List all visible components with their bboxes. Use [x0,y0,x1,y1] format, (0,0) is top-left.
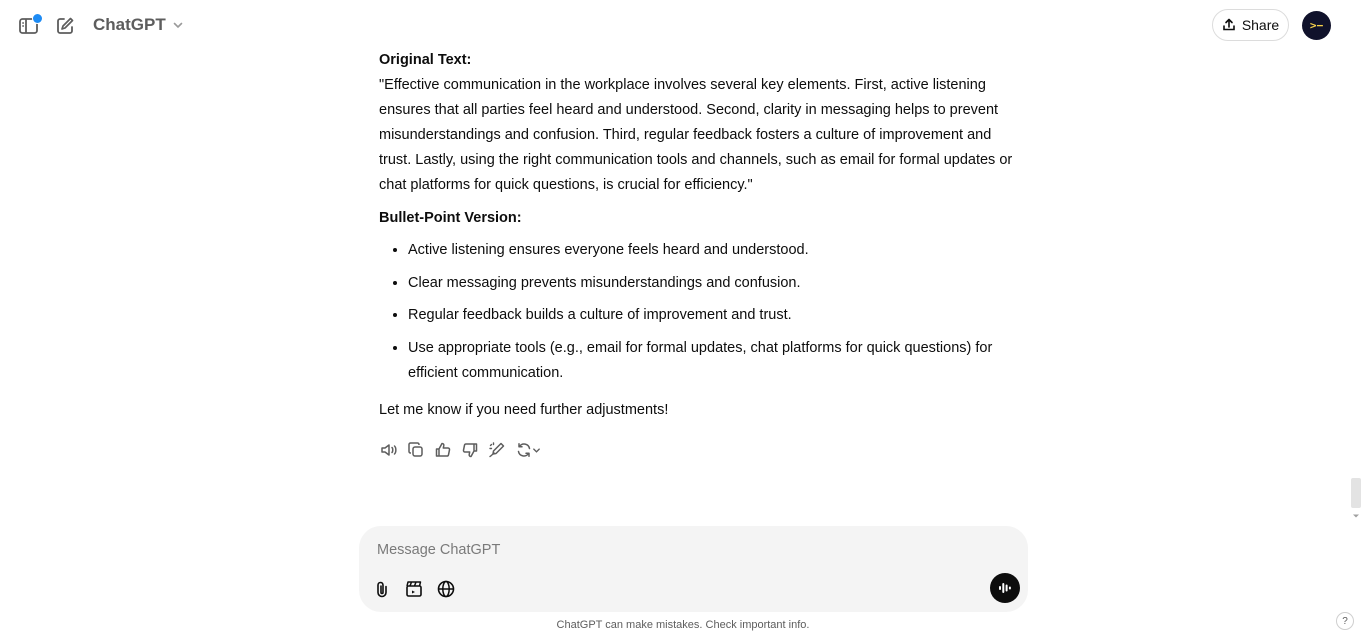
regenerate-icon [516,442,532,458]
bad-response-button[interactable] [461,441,479,459]
compose-icon [55,16,75,36]
sidebar-toggle-button[interactable] [17,14,41,38]
bullet-point-heading: Bullet-Point Version: [379,210,522,226]
bullet-list [379,238,1019,386]
bullet-item: • Clear messaging prevents misunderstandings and confusion. [408,271,1019,296]
paperclip-icon [372,579,392,599]
chevron-down-icon [532,446,541,455]
bullet-item: • Active listening ensures everyone feels heard and understood. [408,238,1019,263]
notification-dot [32,13,43,24]
edit-canvas-icon [488,441,506,459]
scroll-down-arrow-icon[interactable] [1352,512,1360,520]
model-selector[interactable] [93,15,184,35]
read-aloud-button[interactable] [380,441,398,459]
closing-line: Let me know if you need further adjustments! [379,401,669,418]
attach-button[interactable] [371,578,393,600]
message-actions [380,440,541,460]
bullet-item: • Regular feedback builds a culture of improvement and trust. [408,303,1019,328]
original-text-heading: Original Text: [379,52,472,68]
share-label: Share [1241,17,1280,33]
clapperboard-icon [404,579,424,599]
thumbs-up-icon [434,441,452,459]
tools-button[interactable] [403,578,425,600]
speaker-icon [380,441,398,459]
copy-button[interactable] [407,441,425,459]
good-response-button[interactable] [434,441,452,459]
edit-in-canvas-button[interactable] [488,441,506,459]
message-composer [359,526,1028,612]
copy-icon [407,441,425,459]
voice-mode-button[interactable] [990,573,1020,603]
user-avatar[interactable] [1302,11,1331,40]
avatar-text: >− [1309,19,1324,32]
disclaimer-text: ChatGPT can make mistakes. Check important info. [556,619,810,631]
top-bar [0,0,1366,52]
new-chat-button[interactable] [53,14,77,38]
assistant-message [379,48,1019,423]
share-button[interactable] [1212,9,1289,41]
help-icon: ? [1342,615,1348,627]
message-input[interactable] [375,538,979,562]
original-text-paragraph: "Effective communication in the workplace involves several key elements. First, active listening ensures that all parties feel heard and understood. Second, clarity in messaging helps to prevent misunderstandings and confusion. Third, regular feedback fosters a culture of improvement and trust. Lastly, using the right communication tools and channels, such as email for formal updates or chat platforms for quick questions, is crucial for efficiency." [379,77,1013,193]
chevron-down-icon [172,19,184,31]
model-name: ChatGPT [93,15,166,34]
voice-waveform-icon [997,580,1013,596]
regenerate-button[interactable] [515,441,541,459]
thumbs-down-icon [461,441,479,459]
share-icon [1222,18,1236,32]
help-button[interactable] [1336,612,1354,630]
web-search-button[interactable] [435,578,457,600]
bullet-item: • Use appropriate tools (e.g., email for formal updates, chat platforms for quick questions) for efficient communication. [408,336,1019,386]
globe-icon [436,579,456,599]
scrollbar-thumb[interactable] [1351,478,1361,508]
